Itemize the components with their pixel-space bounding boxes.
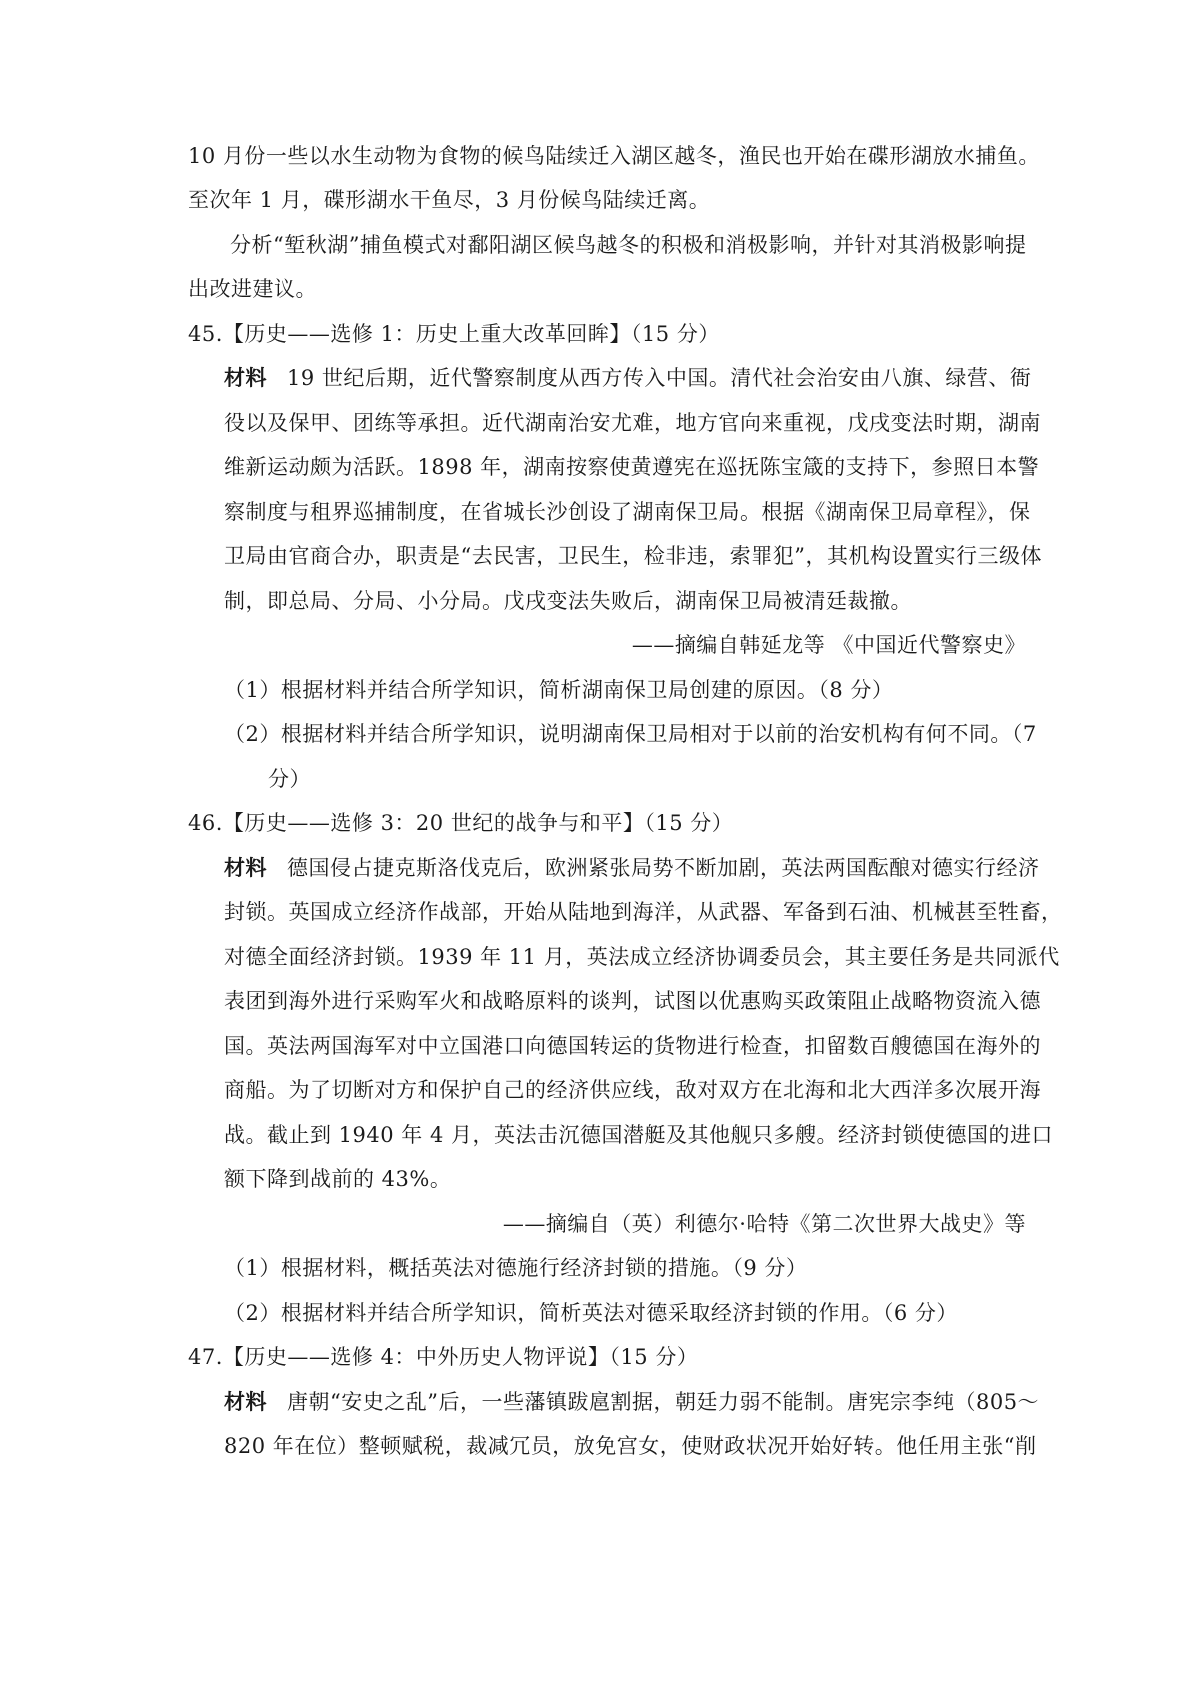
material-label: 材料 bbox=[224, 365, 267, 390]
question-46-material-line: 表团到海外进行采购军火和战略原料的谈判，试图以优惠购买政策阻止战略物资流入德 bbox=[224, 989, 1041, 1013]
material-label: 材料 bbox=[224, 1389, 267, 1414]
question-46-material-line: 商船。为了切断对方和保护自己的经济供应线，敌对双方在北海和北大西洋多次展开海 bbox=[224, 1078, 1041, 1102]
question-46-material-line: 额下降到战前的 43%。 bbox=[224, 1167, 452, 1191]
question-46-sub-1: （1）根据材料，概括英法对德施行经济封锁的措施。（9 分） bbox=[224, 1256, 808, 1280]
continuation-line: 10 月份一些以水生动物为食物的候鸟陆续迁入湖区越冬，渔民也开始在碟形湖放水捕鱼。 bbox=[188, 144, 1040, 168]
question-46-title: 46.【历史——选修 3：20 世纪的战争与和平】（15 分） bbox=[188, 811, 734, 835]
question-45-material-line: 制，即总局、分局、小分局。戊戌变法失败后，湖南保卫局被清廷裁撤。 bbox=[224, 589, 912, 613]
question-45-sub-2-cont: 分） bbox=[268, 767, 311, 791]
question-45-source: ——摘编自韩延龙等 《中国近代警察史》 bbox=[631, 633, 1026, 657]
continuation-line: 至次年 1 月，碟形湖水干鱼尽，3 月份候鸟陆续迁离。 bbox=[188, 188, 711, 212]
question-46-material-line: 战。截止到 1940 年 4 月，英法击沉德国潜艇及其他舰只多艘。经济封锁使德国的进口 bbox=[224, 1123, 1054, 1147]
question-46-source: ——摘编自（英）利德尔·哈特《第二次世界大战史》等 bbox=[502, 1212, 1026, 1236]
question-46-material-line bbox=[224, 854, 1040, 882]
material-text: 19 世纪后期，近代警察制度从西方传入中国。清代社会治安由八旗、绿营、衙 bbox=[287, 366, 1032, 390]
question-46-sub-2: （2）根据材料并结合所学知识，简析英法对德采取经济封锁的作用。（6 分） bbox=[224, 1301, 958, 1325]
question-47-material-line: 820 年在位）整顿赋税，裁减冗员，放免宫女，使财政状况开始好转。他任用主张“削 bbox=[224, 1434, 1037, 1458]
question-45-material-line: 察制度与租界巡捕制度，在省城长沙创设了湖南保卫局。根据《湖南保卫局章程》，保 bbox=[224, 500, 1031, 524]
question-46-material-line: 国。英法两国海军对中立国港口向德国转运的货物进行检查，扣留数百艘德国在海外的 bbox=[224, 1034, 1041, 1058]
question-prompt-line: 分析“堑秋湖”捕鱼模式对鄱阳湖区候鸟越冬的积极和消极影响，并针对其消极影响提 bbox=[230, 233, 1027, 257]
question-47-material-line bbox=[224, 1388, 1039, 1416]
material-text: 唐朝“安史之乱”后，一些藩镇跋扈割据，朝廷力弱不能制。唐宪宗李纯（805～ bbox=[287, 1390, 1040, 1414]
question-45-sub-1: （1）根据材料并结合所学知识，简析湖南保卫局创建的原因。（8 分） bbox=[224, 678, 894, 702]
question-prompt-line: 出改进建议。 bbox=[188, 277, 317, 301]
material-text: 德国侵占捷克斯洛伐克后，欧洲紧张局势不断加剧，英法两国酝酿对德实行经济 bbox=[287, 856, 1040, 880]
question-45-title: 45.【历史——选修 1：历史上重大改革回眸】（15 分） bbox=[188, 322, 720, 346]
material-label: 材料 bbox=[224, 855, 267, 880]
question-45-material-line: 役以及保甲、团练等承担。近代湖南治安尤难，地方官向来重视，戊戌变法时期，湖南 bbox=[224, 411, 1041, 435]
question-45-material-line: 卫局由官商合办，职责是“去民害，卫民生，检非违，索罪犯”，其机构设置实行三级体 bbox=[224, 544, 1042, 568]
question-46-material-line: 封锁。英国成立经济作战部，开始从陆地到海洋，从武器、军备到石油、机械甚至牲畜， bbox=[224, 900, 1063, 924]
question-47-title: 47.【历史——选修 4：中外历史人物评说】（15 分） bbox=[188, 1345, 699, 1369]
question-45-material-line bbox=[224, 364, 1031, 392]
question-45-sub-2: （2）根据材料并结合所学知识，说明湖南保卫局相对于以前的治安机构有何不同。（7 bbox=[224, 722, 1037, 746]
question-46-material-line: 对德全面经济封锁。1939 年 11 月，英法成立经济协调委员会，其主要任务是共同派代 bbox=[224, 945, 1060, 969]
question-45-material-line: 维新运动颇为活跃。1898 年，湖南按察使黄遵宪在巡抚陈宝箴的支持下，参照日本警 bbox=[224, 455, 1040, 479]
